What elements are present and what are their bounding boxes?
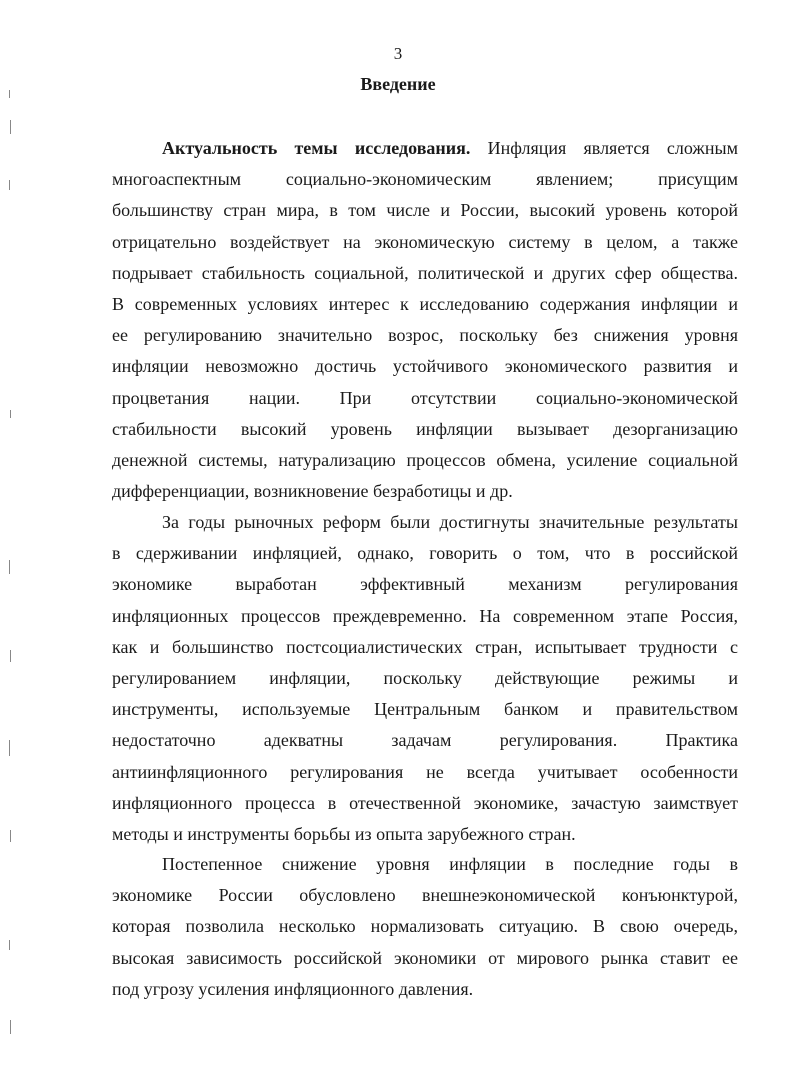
- page-number: 3: [393, 44, 403, 63]
- text-line: высокая зависимость российской экономики от мирового рынка ставит ее: [112, 947, 738, 968]
- text-line: экономике выработан эффективный механизм регулирования: [112, 574, 738, 595]
- text-line: денежной системы, натурализацию процессов обмена, усиление социальной: [112, 449, 738, 470]
- text-line: инфляционного процесса в отечественной экономике, зачастую заимствует: [112, 792, 738, 813]
- text-line: под угрозу усиления инфляционного давления.: [112, 978, 474, 999]
- text-line: большинству стран мира, в том числе и России, высокий уровень которой: [112, 200, 738, 221]
- scan-artifact: [9, 560, 10, 574]
- scan-artifact: [10, 120, 11, 134]
- paragraph-reforms: [112, 507, 738, 850]
- text-line: антиинфляционного регулирования не всегда учитывает особенности: [112, 761, 738, 782]
- text-line: За годы рыночных реформ были достигнуты значительные результаты: [162, 512, 738, 532]
- text-line: дифференциации, возникновение безработицы и др.: [112, 481, 513, 502]
- text-line: инфляционных процессов преждевременно. На современном этапе Россия,: [112, 605, 738, 626]
- text-line: которая позволила несколько нормализовать ситуацию. В свою очередь,: [112, 916, 738, 937]
- scan-artifact: [10, 830, 11, 842]
- text-line: инфляции невозможно достичь устойчивого экономического развития и: [112, 356, 738, 377]
- text-line: стабильности высокий уровень инфляции вызывает дезорганизацию: [112, 418, 738, 439]
- text-line: отрицательно воздействует на экономическую систему в целом, а также: [112, 231, 738, 252]
- text-line: как и большинство постсоциалистических стран, испытывает трудности с: [112, 636, 738, 657]
- text-line: Постепенное снижение уровня инфляции в последние годы в: [162, 854, 738, 874]
- text-line: процветания нации. При отсутствии социально-экономической: [112, 387, 738, 408]
- text-line: подрывает стабильность социальной, политической и других сфер общества.: [112, 262, 738, 283]
- section-heading: Актуальность темы исследования.: [162, 138, 471, 158]
- text-line: методы и инструменты борьбы из опыта зарубежного стран.: [112, 823, 576, 844]
- paragraph-relevance: [112, 133, 738, 507]
- scan-artifact: [10, 1020, 11, 1034]
- scan-artifact: [9, 940, 10, 950]
- scan-artifact: [9, 90, 10, 98]
- text-line: регулированием инфляции, поскольку действующие режимы и: [112, 667, 738, 688]
- scan-artifact: [10, 410, 11, 418]
- scan-artifact: [9, 180, 10, 190]
- paragraph-decline: [112, 849, 738, 1005]
- text-line: инструменты, используемые Центральным банком и правительством: [112, 699, 738, 720]
- text-line: в сдерживании инфляцией, однако, говорить о том, что в российской: [112, 543, 738, 564]
- page-title: Введение: [360, 74, 436, 94]
- text-line: В современных условиях интерес к исследованию содержания инфляции и: [112, 293, 738, 314]
- scan-artifact: [9, 740, 10, 756]
- text-line: недостаточно адекватны задачам регулирования. Практика: [112, 730, 738, 751]
- scan-artifact: [10, 650, 11, 662]
- text-line: Актуальность темы исследования. Инфляция является сложным: [162, 138, 738, 158]
- text-line: экономике России обусловлено внешнеэкономической конъюнктурой,: [112, 885, 738, 906]
- text-line: ее регулированию значительно возрос, поскольку без снижения уровня: [112, 325, 738, 346]
- text-line: многоаспектным социально-экономическим явлением; присущим: [112, 169, 738, 190]
